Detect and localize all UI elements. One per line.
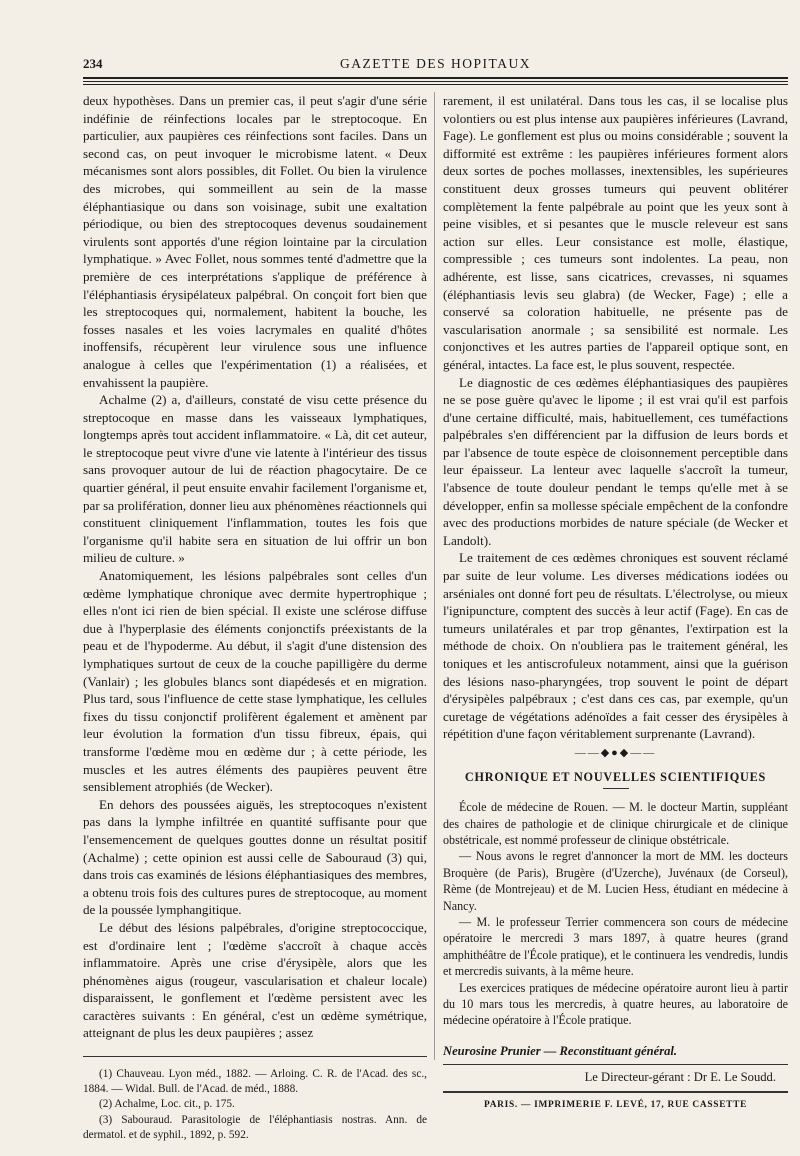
section-ornament: ——◆●◆—— xyxy=(574,746,657,759)
signature: Le Directeur-gérant : Dr E. Le Soudd. xyxy=(584,1070,776,1085)
journal-title: GAZETTE DES HOPITAUX xyxy=(340,56,531,71)
header-rule-thick xyxy=(83,77,788,79)
section-title-rule xyxy=(603,788,629,789)
header-rule-thin xyxy=(83,81,788,82)
advertisement: Neurosine Prunier — Reconstituant général. xyxy=(443,1043,678,1058)
article-paragraph: Le début des lésions palpébrales, d'origine streptococcique, est d'ordinaire lent ; l'œdème s'accroît à chaque accès inflammatoire. Après une crise d'érysipèle, alors que les phénomènes aigus (rougeur, vascularisation et chaleur locale) disparaissent, le gonflement et l'œdème persistent avec les caractères suivants : En général, c'est un œdème symétrique, atteignant de plus les deux paupières ; assez xyxy=(83,919,427,1041)
column-separator xyxy=(434,92,435,1060)
header-rule-thin-2 xyxy=(83,84,788,85)
footnote-rule xyxy=(83,1056,427,1057)
left-column xyxy=(83,92,427,1143)
article-paragraph: rarement, il est unilatéral. Dans tous les cas, il se localise plus volontiers ou est plus intense aux paupières inférieures (Lavrand, Fage). Le gonflement est plus ou moins considérable ; souvent la difformité est extrême : les paupières inférieures forment alors deux sortes de poches mollasses, inextensibles, les supérieures constituent deux grosses tumeurs qui peuvent oblitérer complètement la fente palpébrale au point que les yeux sont à peine visibles, et si pesantes que le muscle releveur est sans action sur elles. Leur consistance est molle, élastique, compressible ; ces tumeurs sont indolentes. La peau, non adhérente, est lisse, sans cicatrices, crevasses, ni squames (éléphantiasis levis seu glabra) (de Wecker, Fage) ; elle a conservé sa coloration habituelle, ne présente pas de vascularisation anormale ; sa sensibilité est normale. Les conjonctives et les autres parties de l'appareil optique sont, en général, intactes. La face est, le plus souvent, respectée. xyxy=(443,93,788,372)
article-paragraph: Le diagnostic de ces œdèmes éléphantiasiques des paupières ne se pose guère qu'avec le lipome ; il est vrai qu'il est parfois d'une certaine difficulté, mais, habituellement, ces tuméfactions palpébrales s'en différencient par la diffusion de leurs bords et par l'absence de toute espèce de cloisonnement perceptible dans leur épaisseur. La lenteur avec laquelle s'accroît la tumeur, l'absence de toute douleur pendant le temps qu'elle met à se développer, enfin sa mollesse spéciale empêchent de la confondre avec des productions morbides de nature spéciale (de Wecker et Landolt). xyxy=(443,374,788,548)
right-column xyxy=(443,92,788,1115)
signature-rule xyxy=(443,1064,788,1065)
news-item: — M. le professeur Terrier commencera son cours de médecine opératoire le mercredi 3 mars 1897, à quatre heures (grand amphithéâtre de l'École pratique), et le continuera les vendredis, lundis et mercredis suivants, à la même heure. xyxy=(443,915,788,979)
article-paragraph: deux hypothèses. Dans un premier cas, il peut s'agir d'une série indéfinie de réinfections locales par le streptocoque. En particulier, aux paupières ces réinfections sont faciles. Dans un second cas, on peut invoquer le microbisme latent. « Deux mécanismes sont alors possibles, dit Follet. Ou bien la virulence des microbes, qui sommeillent au sein de la masse éléphantiasique ou dans son voisinage, subit une exaltation périodique, ou bien des streptocoques devenus soudainement virulents sont apportés d'une région lointaine par la circulation lymphatique. » Avec Follet, nous sommes tenté d'admettre que la première de ces interprétations s'applique de préférence à l'éléphantiasis érysipélateux palpébral. On conçoit fort bien que les streptocoques qui, normalement, habitent la bouche, les fosses nasales et les voies lacrymales en qualité d'hôtes inoffensifs, récupèrent leur virulence sous une influence analogue à celles que l'expérimentation (1) a réalisées, et envahissent la paupière. xyxy=(83,93,427,390)
footnote: (1) Chauveau. Lyon méd., 1882. — Arloing. C. R. de l'Acad. des sc., 1884. — Widal. Bull. de l'Acad. de méd., 1888. xyxy=(83,1068,427,1096)
article-paragraph: Achalme (2) a, d'ailleurs, constaté de visu cette présence du streptocoque en masse dans les vaisseaux lymphatiques, longtemps après tout accident inflammatoire. « Là, dit cet auteur, le streptocoque peut vivre d'une vie latente à l'intérieur des tissus sans provoquer autour de lui de réaction phagocytaire. De ce quartier général, il peut ensuite envahir facilement l'organisme et, par sa prolifération, donner lieu aux phénomènes réactionnels qui constituent cliniquement l'inflammation, toutes les fois que l'organisme qu'il habite sera en situation de lui offrir un bon milieu de culture. » xyxy=(83,392,427,566)
page-header xyxy=(83,56,788,76)
footnote: (3) Sabouraud. Parasitologie de l'éléphantiasis nostras. Ann. de dermatol. et de syphil., 1892, p. 592. xyxy=(83,1113,427,1141)
news-item: — Nous avons le regret d'annoncer la mort de MM. les docteurs Broquère (de Paris), Brugère (d'Uzerche), Juvénaux (de Corseul), Rème (de Montrejeau) et de M. Lucien Hess, étudiant en médecine à Nancy. xyxy=(443,849,788,913)
article-paragraph: En dehors des poussées aiguës, les streptocoques n'existent pas dans la lymphe infiltrée en quantité suffisante pour que l'ensemencement de quelques gouttes donne un résultat positif (Achalme) ; cette opinion est aussi celle de Sabouraud (3) qui, dans trois cas examinés de lésions éléphantiasiques des membres, a obtenu trois fois des cultures pures de streptocoque, au moment de la poussée lymphangitique. xyxy=(83,796,427,918)
printer-line: PARIS. — IMPRIMERIE F. LEVÉ, 17, RUE CASSETTE xyxy=(483,1100,748,1111)
printer-rule xyxy=(443,1091,788,1093)
article-paragraph: Anatomiquement, les lésions palpébrales sont celles d'un œdème lymphatique chronique avec dermite hypertrophique ; elles n'ont ici rien de bien spécial. Il existe une sclérose diffuse due à l'hyperplasie des éléments conjonctifs préexistants de la peau et de l'hypoderme. Au début, il s'agit d'une distension des lymphatiques surtout de ceux de la couche papilligère du derme (Vanlair) ; les globules blancs sont diapédesés et en migration. Plus tard, sous l'influence de cette stase lymphatique, les cellules fixes du tissu conjonctif prolifèrent également et amènent par leur évolution la formation d'un tissu fibreux, épais, qui transforme l'œdème mou en œdème dur ; à cette période, les muscles et les autres éléments des paupières peuvent être sensiblement atrophiés (de Wecker). xyxy=(83,568,427,795)
section-title: CHRONIQUE ET NOUVELLES SCIENTIFIQUES xyxy=(464,769,767,784)
article-paragraph: Le traitement de ces œdèmes chroniques est souvent réclamé par suite de leur volume. Les diverses médications iodées ou arséniales ont donné fort peu de résultats. L'électrolyse, ou mieux l'ignipuncture, comptent des succès à leur actif (Fage). En cas de tumeurs unilatérales et par trop gênantes, l'extirpation est la méthode de choix. On n'oubliera pas le traitement général, les toniques et les antiscrofuleux notamment, ainsi que la guérison des lésions naso-pharyngées, trop souvent le point de départ d'érysipèles palpébraux ; c'est dans ces cas, par exemple, qu'un curetage de végétations adénoïdes a fait cesser des érysipèles à répétition d'une façon véritablement surprenante (Lavrand). xyxy=(443,550,788,742)
page-number: 234 xyxy=(83,56,103,71)
footnote: (2) Achalme, Loc. cit., p. 175. xyxy=(99,1098,235,1111)
news-item: Les exercices pratiques de médecine opératoire auront lieu à partir du 10 mars tous les mercredis, à quatre heures, au laboratoire de médecine opératoire à l'École pratique. xyxy=(443,980,788,1028)
news-item: École de médecine de Rouen. — M. le docteur Martin, suppléant des chaires de pathologie et de clinique chirurgicale et de clinique obstétricale, est nommé professeur de clinique obstétricale. xyxy=(443,800,788,847)
